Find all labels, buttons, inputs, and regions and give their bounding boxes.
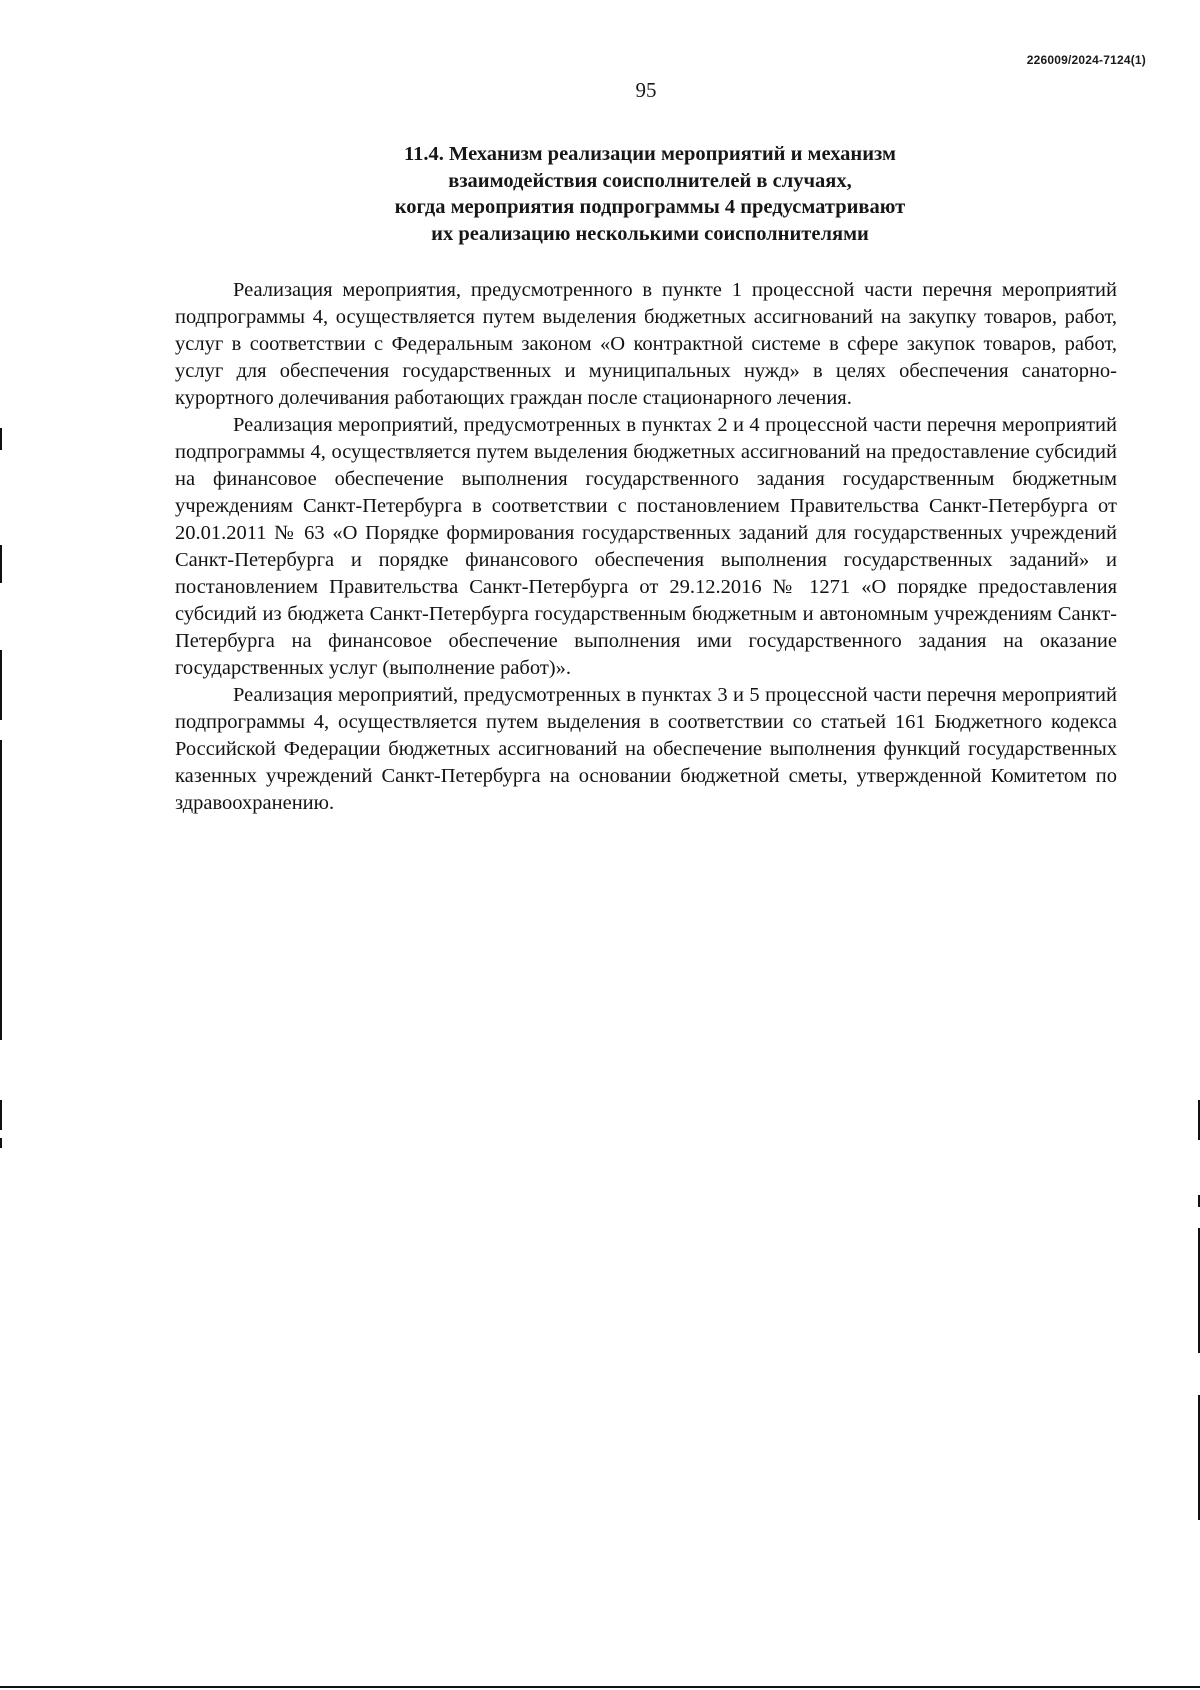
paragraph-sanatorium-procurement: Реализация мероприятия, предусмотренного в пункте 1 процессной части перечня мероприятий подпрограммы 4, осуществляется путем выделения бюджетных ассигнований на закупку товаров, работ, услуг в соответствии с Федеральным законом «О контрактной системе в сфере закупок товаров, работ, услуг для обеспечения государственных и муниципальных нужд» в целях обеспечения санаторно-курортного долечивания работающих граждан после стационарного лечения. bbox=[175, 279, 1117, 409]
paragraph-state-assignment-subsidies: Реализация мероприятий, предусмотренных в пунктах 2 и 4 процессной части перечня мероприятий подпрограммы 4, осуществляется путем выделения бюджетных ассигнований на предоставление субсидий на финансовое обеспечение выполнения государственного задания государственным бюджетным учреждениям Санкт-Петербурга в соответствии с постановлением Правительства Санкт-Петербурга от 20.01.2011 № 63 «О Порядке формирования государственных заданий для государственных учреждений Санкт-Петербурга и порядке финансового обеспечения выполнения государственных заданий» и постановлением Правительства Санкт-Петербурга от 29.12.2016 № 1271 «О порядке предоставления субсидий из бюджета Санкт-Петербурга государственным бюджетным и автономным учреждениям Санкт-Петербурга на финансовое обеспечение выполнения ими государственного задания на оказание государственных услуг (выполнение работ)». bbox=[175, 414, 1117, 679]
scan-bottom-line bbox=[0, 1686, 1200, 1688]
section-heading-line: 11.4. Механизм реализации мероприятий и механизм bbox=[404, 143, 896, 165]
section-heading-line: когда мероприятия подпрограммы 4 предусматривают bbox=[394, 196, 906, 218]
scan-edge-mark bbox=[0, 545, 2, 583]
paragraph-budget-estimate: Реализация мероприятий, предусмотренных в пунктах 3 и 5 процессной части перечня мероприятий подпрограммы 4, осуществляется путем выделения в соответствии со статьей 161 Бюджетного кодекса Российской Федерации бюджетных ассигнований на обеспечение выполнения функций государственных казенных учреждений Санкт-Петербурга на основании бюджетной сметы, утвержденной Комитетом по здравоохранению. bbox=[175, 684, 1117, 814]
scan-edge-mark bbox=[0, 428, 2, 450]
scan-edge-mark bbox=[0, 650, 2, 720]
scan-edge-mark bbox=[0, 1138, 2, 1148]
body-text bbox=[175, 277, 1117, 817]
section-heading-line: их реализацию несколькими соисполнителями bbox=[431, 222, 869, 245]
scan-edge-mark bbox=[0, 1100, 2, 1130]
section-heading-line: взаимодействия соисполнителей в случаях, bbox=[448, 169, 852, 192]
page-number: 95 bbox=[635, 78, 657, 102]
scan-edge-mark bbox=[0, 740, 2, 1040]
document-registration-number: 226009/2024-7124(1) bbox=[1026, 53, 1146, 67]
section-heading bbox=[175, 141, 1125, 247]
